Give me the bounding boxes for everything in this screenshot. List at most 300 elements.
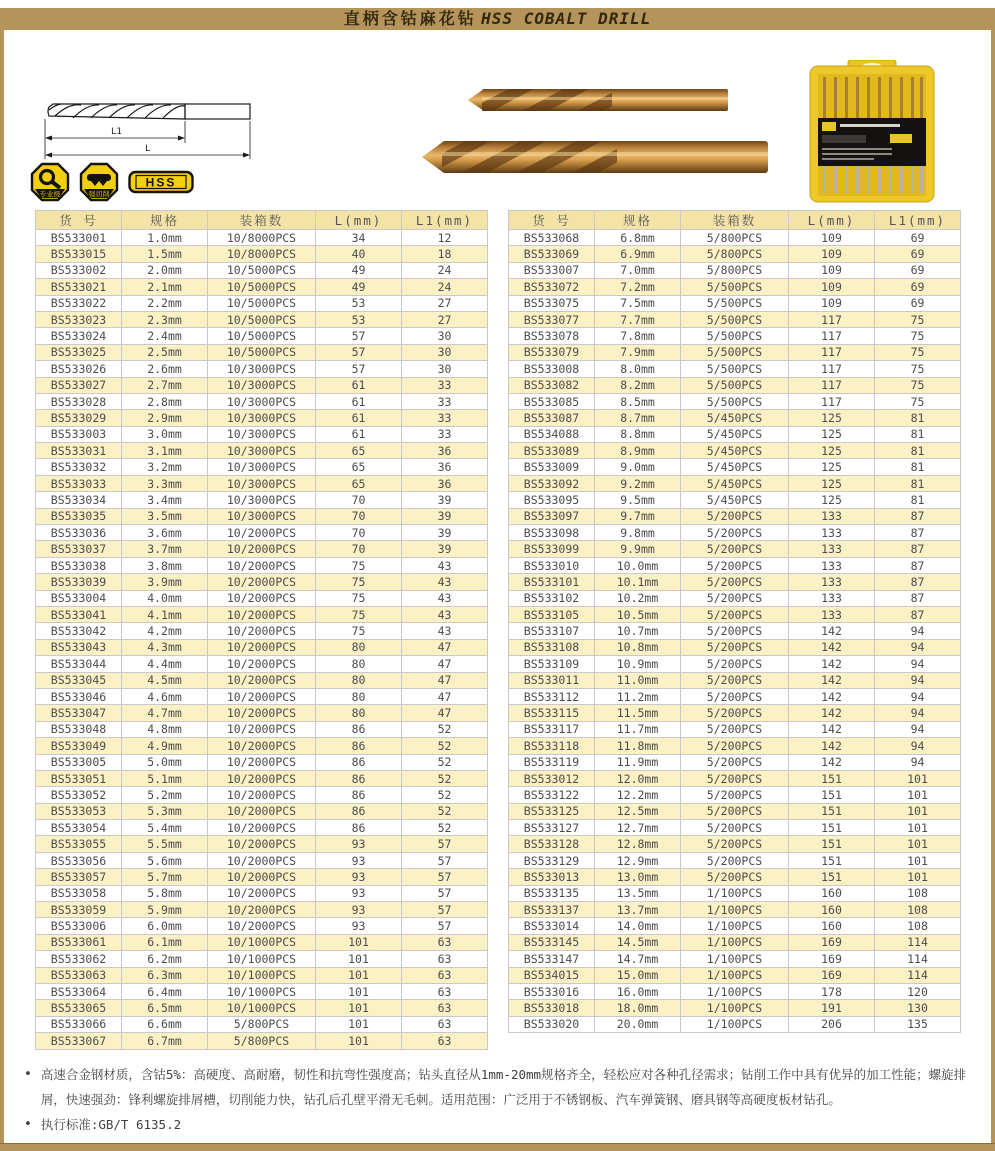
table-cell: BS533059 bbox=[36, 902, 122, 918]
table-cell: 86 bbox=[316, 770, 402, 786]
table-cell: 109 bbox=[789, 246, 875, 262]
table-cell: 14.0mm bbox=[595, 918, 681, 934]
table-cell: BS533006 bbox=[36, 918, 122, 934]
table-cell: 142 bbox=[789, 656, 875, 672]
frame-border-right bbox=[991, 30, 995, 1143]
note-material-text: 高速合金钢材质，含钴5%：高硬度、高耐磨，韧性和抗弯性强度高；钻头直径从1mm-20mm规格齐全，轻松应对各种孔径需求；钻削工作中具有优异的加工性能；螺旋排屑，快速强劲：锋利螺旋排屑槽，切削能力快，钻孔后孔壁平滑无毛刺。适用范围：广泛用于不锈钢板、汽车弹簧钢、磨具钢等高硬度板材钻孔。 bbox=[40, 1067, 967, 1107]
table-row bbox=[36, 885, 488, 901]
table-cell: 75 bbox=[875, 393, 961, 409]
table-cell: 5/500PCS bbox=[681, 295, 789, 311]
table-cell: 39 bbox=[402, 525, 488, 541]
table-row bbox=[36, 672, 488, 688]
table-cell: BS533077 bbox=[509, 311, 595, 327]
table-cell: 3.9mm bbox=[122, 574, 208, 590]
table-row bbox=[509, 262, 961, 278]
table-row bbox=[36, 934, 488, 950]
table-cell: 5/200PCS bbox=[681, 606, 789, 622]
table-cell: 39 bbox=[402, 492, 488, 508]
table-cell: 5/500PCS bbox=[681, 328, 789, 344]
table-cell: 10/2000PCS bbox=[208, 885, 316, 901]
drill-bits-photo bbox=[418, 78, 783, 188]
table-cell: 10/2000PCS bbox=[208, 656, 316, 672]
table-cell: BS533092 bbox=[509, 475, 595, 491]
table-cell: 10/5000PCS bbox=[208, 311, 316, 327]
table-cell: 101 bbox=[875, 852, 961, 868]
table-cell: 39 bbox=[402, 541, 488, 557]
table-cell: 142 bbox=[789, 672, 875, 688]
table-cell: 24 bbox=[402, 279, 488, 295]
table-cell: BS533068 bbox=[509, 230, 595, 246]
table-row bbox=[509, 656, 961, 672]
table-cell: 10.0mm bbox=[595, 557, 681, 573]
table-cell: 5/200PCS bbox=[681, 852, 789, 868]
table-row bbox=[509, 934, 961, 950]
table-cell: 10/8000PCS bbox=[208, 230, 316, 246]
table-cell: 10/3000PCS bbox=[208, 443, 316, 459]
table-row bbox=[509, 1016, 961, 1032]
table-cell: BS533061 bbox=[36, 934, 122, 950]
table-cell: BS533147 bbox=[509, 951, 595, 967]
frame-border-left bbox=[0, 30, 4, 1143]
table-cell: BS533043 bbox=[36, 639, 122, 655]
table-cell: BS533063 bbox=[36, 967, 122, 983]
table-row bbox=[36, 688, 488, 704]
table-cell: 53 bbox=[316, 311, 402, 327]
table-cell: 10/1000PCS bbox=[208, 934, 316, 950]
table-row bbox=[36, 803, 488, 819]
table-cell: 3.7mm bbox=[122, 541, 208, 557]
table-cell: 10.7mm bbox=[595, 623, 681, 639]
table-cell: 16.0mm bbox=[595, 983, 681, 999]
table-cell: 108 bbox=[875, 918, 961, 934]
table-cell: 57 bbox=[402, 869, 488, 885]
table-cell: 18 bbox=[402, 246, 488, 262]
table-cell: 8.7mm bbox=[595, 410, 681, 426]
table-cell: 169 bbox=[789, 934, 875, 950]
table-row bbox=[509, 738, 961, 754]
page-header-bar bbox=[0, 8, 995, 30]
table-cell: 87 bbox=[875, 541, 961, 557]
table-cell: 11.9mm bbox=[595, 754, 681, 770]
column-header: 规格 bbox=[595, 211, 681, 230]
table-cell: 43 bbox=[402, 606, 488, 622]
table-cell: 135 bbox=[875, 1016, 961, 1032]
table-cell: 93 bbox=[316, 885, 402, 901]
table-cell: 6.7mm bbox=[122, 1033, 208, 1049]
table-cell: 10/2000PCS bbox=[208, 525, 316, 541]
table-cell: 4.6mm bbox=[122, 688, 208, 704]
table-cell: 80 bbox=[316, 639, 402, 655]
table-cell: 75 bbox=[875, 361, 961, 377]
table-cell: 10/3000PCS bbox=[208, 508, 316, 524]
table-cell: 94 bbox=[875, 754, 961, 770]
table-cell: 6.0mm bbox=[122, 918, 208, 934]
table-cell: 114 bbox=[875, 951, 961, 967]
table-cell: 1/100PCS bbox=[681, 951, 789, 967]
package-box-image bbox=[790, 60, 955, 205]
table-cell: BS533042 bbox=[36, 623, 122, 639]
table-cell: 5/450PCS bbox=[681, 426, 789, 442]
table-cell: BS533122 bbox=[509, 787, 595, 803]
table-cell: 5/200PCS bbox=[681, 639, 789, 655]
table-row bbox=[509, 295, 961, 311]
table-cell: 8.0mm bbox=[595, 361, 681, 377]
table-cell: BS533037 bbox=[36, 541, 122, 557]
table-cell: BS533035 bbox=[36, 508, 122, 524]
note-material bbox=[24, 1062, 972, 1112]
table-cell: 86 bbox=[316, 820, 402, 836]
table-cell: 6.5mm bbox=[122, 1000, 208, 1016]
table-cell: BS533055 bbox=[36, 836, 122, 852]
table-cell: 4.2mm bbox=[122, 623, 208, 639]
table-cell: 142 bbox=[789, 738, 875, 754]
table-cell: 33 bbox=[402, 410, 488, 426]
table-row bbox=[36, 836, 488, 852]
table-cell: BS533108 bbox=[509, 639, 595, 655]
table-cell: 6.9mm bbox=[595, 246, 681, 262]
table-cell: BS533098 bbox=[509, 525, 595, 541]
table-cell: 69 bbox=[875, 246, 961, 262]
table-row bbox=[509, 754, 961, 770]
table-row bbox=[36, 656, 488, 672]
table-cell: BS533048 bbox=[36, 721, 122, 737]
table-cell: 5/500PCS bbox=[681, 361, 789, 377]
table-cell: 87 bbox=[875, 574, 961, 590]
table-row bbox=[509, 721, 961, 737]
table-cell: 7.5mm bbox=[595, 295, 681, 311]
table-cell: 94 bbox=[875, 639, 961, 655]
column-header: L(mm) bbox=[316, 211, 402, 230]
table-cell: BS533024 bbox=[36, 328, 122, 344]
table-cell: 5/200PCS bbox=[681, 672, 789, 688]
table-row bbox=[36, 525, 488, 541]
table-cell: 57 bbox=[316, 328, 402, 344]
table-cell: 3.0mm bbox=[122, 426, 208, 442]
table-row bbox=[36, 852, 488, 868]
table-cell: BS533015 bbox=[36, 246, 122, 262]
table-cell: BS533057 bbox=[36, 869, 122, 885]
table-cell: 10/3000PCS bbox=[208, 492, 316, 508]
table-row bbox=[36, 393, 488, 409]
table-cell: 125 bbox=[789, 492, 875, 508]
table-cell: 10/8000PCS bbox=[208, 246, 316, 262]
table-row bbox=[509, 623, 961, 639]
table-cell: 80 bbox=[316, 688, 402, 704]
table-cell: 70 bbox=[316, 492, 402, 508]
table-cell: BS533052 bbox=[36, 787, 122, 803]
table-cell: 27 bbox=[402, 311, 488, 327]
table-cell: 10/1000PCS bbox=[208, 1000, 316, 1016]
table-cell: 80 bbox=[316, 672, 402, 688]
table-cell: BS533014 bbox=[509, 918, 595, 934]
table-cell: BS533005 bbox=[36, 754, 122, 770]
table-cell: 3.6mm bbox=[122, 525, 208, 541]
table-cell: BS533056 bbox=[36, 852, 122, 868]
table-cell: 43 bbox=[402, 590, 488, 606]
table-cell: 10/2000PCS bbox=[208, 754, 316, 770]
table-cell: 2.1mm bbox=[122, 279, 208, 295]
table-cell: 160 bbox=[789, 918, 875, 934]
table-cell: 5/200PCS bbox=[681, 574, 789, 590]
table-cell: 142 bbox=[789, 688, 875, 704]
table-cell: 142 bbox=[789, 721, 875, 737]
table-cell: 5/500PCS bbox=[681, 377, 789, 393]
table-row bbox=[36, 1033, 488, 1049]
table-cell: 10/3000PCS bbox=[208, 410, 316, 426]
table-row bbox=[509, 951, 961, 967]
table-row bbox=[36, 639, 488, 655]
table-row bbox=[36, 1000, 488, 1016]
table-cell: 1/100PCS bbox=[681, 967, 789, 983]
table-cell: 1/100PCS bbox=[681, 902, 789, 918]
table-cell: 4.8mm bbox=[122, 721, 208, 737]
table-cell: 125 bbox=[789, 443, 875, 459]
table-row bbox=[36, 902, 488, 918]
table-cell: BS533095 bbox=[509, 492, 595, 508]
table-cell: 86 bbox=[316, 754, 402, 770]
table-cell: BS533041 bbox=[36, 606, 122, 622]
table-cell: 15.0mm bbox=[595, 967, 681, 983]
table-row bbox=[509, 443, 961, 459]
table-row bbox=[509, 377, 961, 393]
table-cell: 10/2000PCS bbox=[208, 721, 316, 737]
table-cell: BS533011 bbox=[509, 672, 595, 688]
page-title-chinese: 直柄含钴麻花钻 bbox=[343, 11, 477, 28]
table-cell: 86 bbox=[316, 787, 402, 803]
table-cell: 10/2000PCS bbox=[208, 688, 316, 704]
table-cell: BS533079 bbox=[509, 344, 595, 360]
table-cell: 5.6mm bbox=[122, 852, 208, 868]
table-cell: 94 bbox=[875, 623, 961, 639]
table-cell: BS533027 bbox=[36, 377, 122, 393]
table-cell: 3.3mm bbox=[122, 475, 208, 491]
table-cell: 47 bbox=[402, 705, 488, 721]
table-cell: 12.0mm bbox=[595, 770, 681, 786]
table-header-row bbox=[509, 211, 961, 230]
table-cell: 47 bbox=[402, 672, 488, 688]
package-label bbox=[818, 118, 926, 166]
table-row bbox=[36, 541, 488, 557]
table-cell: 2.8mm bbox=[122, 393, 208, 409]
table-cell: 75 bbox=[316, 606, 402, 622]
table-cell: BS533036 bbox=[36, 525, 122, 541]
table-cell: 10/2000PCS bbox=[208, 639, 316, 655]
table-cell: 10/2000PCS bbox=[208, 836, 316, 852]
column-header: 货 号 bbox=[36, 211, 122, 230]
table-cell: 4.1mm bbox=[122, 606, 208, 622]
table-cell: 4.0mm bbox=[122, 590, 208, 606]
table-cell: 14.5mm bbox=[595, 934, 681, 950]
table-row bbox=[509, 705, 961, 721]
table-row bbox=[36, 787, 488, 803]
table-cell: 191 bbox=[789, 1000, 875, 1016]
table-cell: 3.1mm bbox=[122, 443, 208, 459]
table-cell: 93 bbox=[316, 852, 402, 868]
table-cell: BS533016 bbox=[509, 983, 595, 999]
table-cell: 69 bbox=[875, 230, 961, 246]
table-cell: 5.4mm bbox=[122, 820, 208, 836]
table-cell: 43 bbox=[402, 574, 488, 590]
table-row bbox=[36, 1016, 488, 1032]
table-cell: 151 bbox=[789, 869, 875, 885]
table-row bbox=[36, 623, 488, 639]
table-cell: 61 bbox=[316, 426, 402, 442]
bullet-icon: • bbox=[24, 1067, 32, 1082]
table-cell: 6.3mm bbox=[122, 967, 208, 983]
table-cell: 93 bbox=[316, 918, 402, 934]
table-cell: BS533029 bbox=[36, 410, 122, 426]
table-cell: 5/200PCS bbox=[681, 787, 789, 803]
table-row bbox=[509, 574, 961, 590]
table-row bbox=[36, 262, 488, 278]
table-cell: 81 bbox=[875, 443, 961, 459]
table-cell: 87 bbox=[875, 557, 961, 573]
table-row bbox=[509, 311, 961, 327]
table-cell: BS533051 bbox=[36, 770, 122, 786]
table-cell: BS533066 bbox=[36, 1016, 122, 1032]
table-cell: BS533021 bbox=[36, 279, 122, 295]
table-cell: BS533034 bbox=[36, 492, 122, 508]
table-row bbox=[509, 525, 961, 541]
table-cell: 5/450PCS bbox=[681, 443, 789, 459]
table-cell: 5/200PCS bbox=[681, 541, 789, 557]
table-row bbox=[36, 475, 488, 491]
table-cell: BS534015 bbox=[509, 967, 595, 983]
table-cell: 61 bbox=[316, 377, 402, 393]
table-cell: 47 bbox=[402, 656, 488, 672]
table-row bbox=[509, 787, 961, 803]
table-cell: 81 bbox=[875, 410, 961, 426]
table-row bbox=[509, 541, 961, 557]
table-cell: 94 bbox=[875, 672, 961, 688]
table-cell: 1/100PCS bbox=[681, 1016, 789, 1032]
table-cell: 10/3000PCS bbox=[208, 475, 316, 491]
table-cell: BS533038 bbox=[36, 557, 122, 573]
table-cell: 5/200PCS bbox=[681, 770, 789, 786]
table-row bbox=[36, 230, 488, 246]
table-cell: 108 bbox=[875, 885, 961, 901]
table-row bbox=[509, 852, 961, 868]
table-cell: BS533058 bbox=[36, 885, 122, 901]
table-cell: 7.2mm bbox=[595, 279, 681, 295]
table-cell: BS533118 bbox=[509, 738, 595, 754]
table-row bbox=[36, 705, 488, 721]
table-cell: 109 bbox=[789, 295, 875, 311]
column-header: L(mm) bbox=[789, 211, 875, 230]
table-cell: BS533145 bbox=[509, 934, 595, 950]
table-cell: 43 bbox=[402, 557, 488, 573]
table-cell: 10/1000PCS bbox=[208, 951, 316, 967]
table-cell: 8.5mm bbox=[595, 393, 681, 409]
table-cell: 75 bbox=[875, 311, 961, 327]
strong-cutting-badge-icon bbox=[79, 162, 119, 202]
table-cell: 10/3000PCS bbox=[208, 377, 316, 393]
table-cell: BS533101 bbox=[509, 574, 595, 590]
table-cell: 36 bbox=[402, 475, 488, 491]
table-row bbox=[36, 459, 488, 475]
table-cell: 125 bbox=[789, 426, 875, 442]
table-cell: BS533075 bbox=[509, 295, 595, 311]
table-cell: 10.2mm bbox=[595, 590, 681, 606]
table-cell: 133 bbox=[789, 574, 875, 590]
table-cell: 9.0mm bbox=[595, 459, 681, 475]
table-row bbox=[36, 426, 488, 442]
table-cell: 5/200PCS bbox=[681, 508, 789, 524]
table-cell: 57 bbox=[402, 918, 488, 934]
table-cell: 4.9mm bbox=[122, 738, 208, 754]
table-row bbox=[509, 230, 961, 246]
table-cell: 5/500PCS bbox=[681, 393, 789, 409]
table-cell: 14.7mm bbox=[595, 951, 681, 967]
table-cell: BS533127 bbox=[509, 820, 595, 836]
table-cell: 57 bbox=[402, 836, 488, 852]
table-row bbox=[509, 639, 961, 655]
table-cell: BS533008 bbox=[509, 361, 595, 377]
table-cell: 101 bbox=[316, 1016, 402, 1032]
table-cell: BS533137 bbox=[509, 902, 595, 918]
table-row bbox=[509, 967, 961, 983]
table-cell: BS533025 bbox=[36, 344, 122, 360]
table-cell: 52 bbox=[402, 770, 488, 786]
table-row bbox=[36, 606, 488, 622]
table-cell: 11.7mm bbox=[595, 721, 681, 737]
table-cell: 20.0mm bbox=[595, 1016, 681, 1032]
table-cell: 9.8mm bbox=[595, 525, 681, 541]
table-cell: 75 bbox=[316, 557, 402, 573]
table-cell: 2.6mm bbox=[122, 361, 208, 377]
table-cell: 5/800PCS bbox=[208, 1016, 316, 1032]
table-cell: BS533054 bbox=[36, 820, 122, 836]
table-cell: 1/100PCS bbox=[681, 983, 789, 999]
table-row bbox=[509, 246, 961, 262]
table-cell: 5/200PCS bbox=[681, 688, 789, 704]
table-cell: 6.6mm bbox=[122, 1016, 208, 1032]
table-row bbox=[36, 295, 488, 311]
table-row bbox=[509, 393, 961, 409]
table-row bbox=[36, 967, 488, 983]
table-cell: BS533009 bbox=[509, 459, 595, 475]
table-cell: 87 bbox=[875, 606, 961, 622]
drill-dimension-diagram bbox=[35, 85, 265, 170]
table-cell: 86 bbox=[316, 803, 402, 819]
badge-label-professional: 专业级 bbox=[39, 191, 61, 199]
table-cell: BS533023 bbox=[36, 311, 122, 327]
table-cell: BS533107 bbox=[509, 623, 595, 639]
table-row bbox=[509, 606, 961, 622]
table-cell: 11.5mm bbox=[595, 705, 681, 721]
table-cell: BS533065 bbox=[36, 1000, 122, 1016]
table-cell: 8.2mm bbox=[595, 377, 681, 393]
table-cell: 114 bbox=[875, 934, 961, 950]
table-cell: 9.5mm bbox=[595, 492, 681, 508]
table-cell: 109 bbox=[789, 230, 875, 246]
table-cell: 160 bbox=[789, 902, 875, 918]
drill-outline-drawing bbox=[35, 85, 265, 165]
table-cell: 27 bbox=[402, 295, 488, 311]
table-row bbox=[36, 820, 488, 836]
table-cell: BS533026 bbox=[36, 361, 122, 377]
table-cell: 151 bbox=[789, 803, 875, 819]
table-cell: 10/5000PCS bbox=[208, 279, 316, 295]
table-cell: 5.3mm bbox=[122, 803, 208, 819]
table-cell: 12.9mm bbox=[595, 852, 681, 868]
table-header-row bbox=[36, 211, 488, 230]
table-row bbox=[509, 688, 961, 704]
table-cell: 114 bbox=[875, 967, 961, 983]
table-cell: BS533115 bbox=[509, 705, 595, 721]
table-cell: 169 bbox=[789, 951, 875, 967]
table-cell: 142 bbox=[789, 705, 875, 721]
